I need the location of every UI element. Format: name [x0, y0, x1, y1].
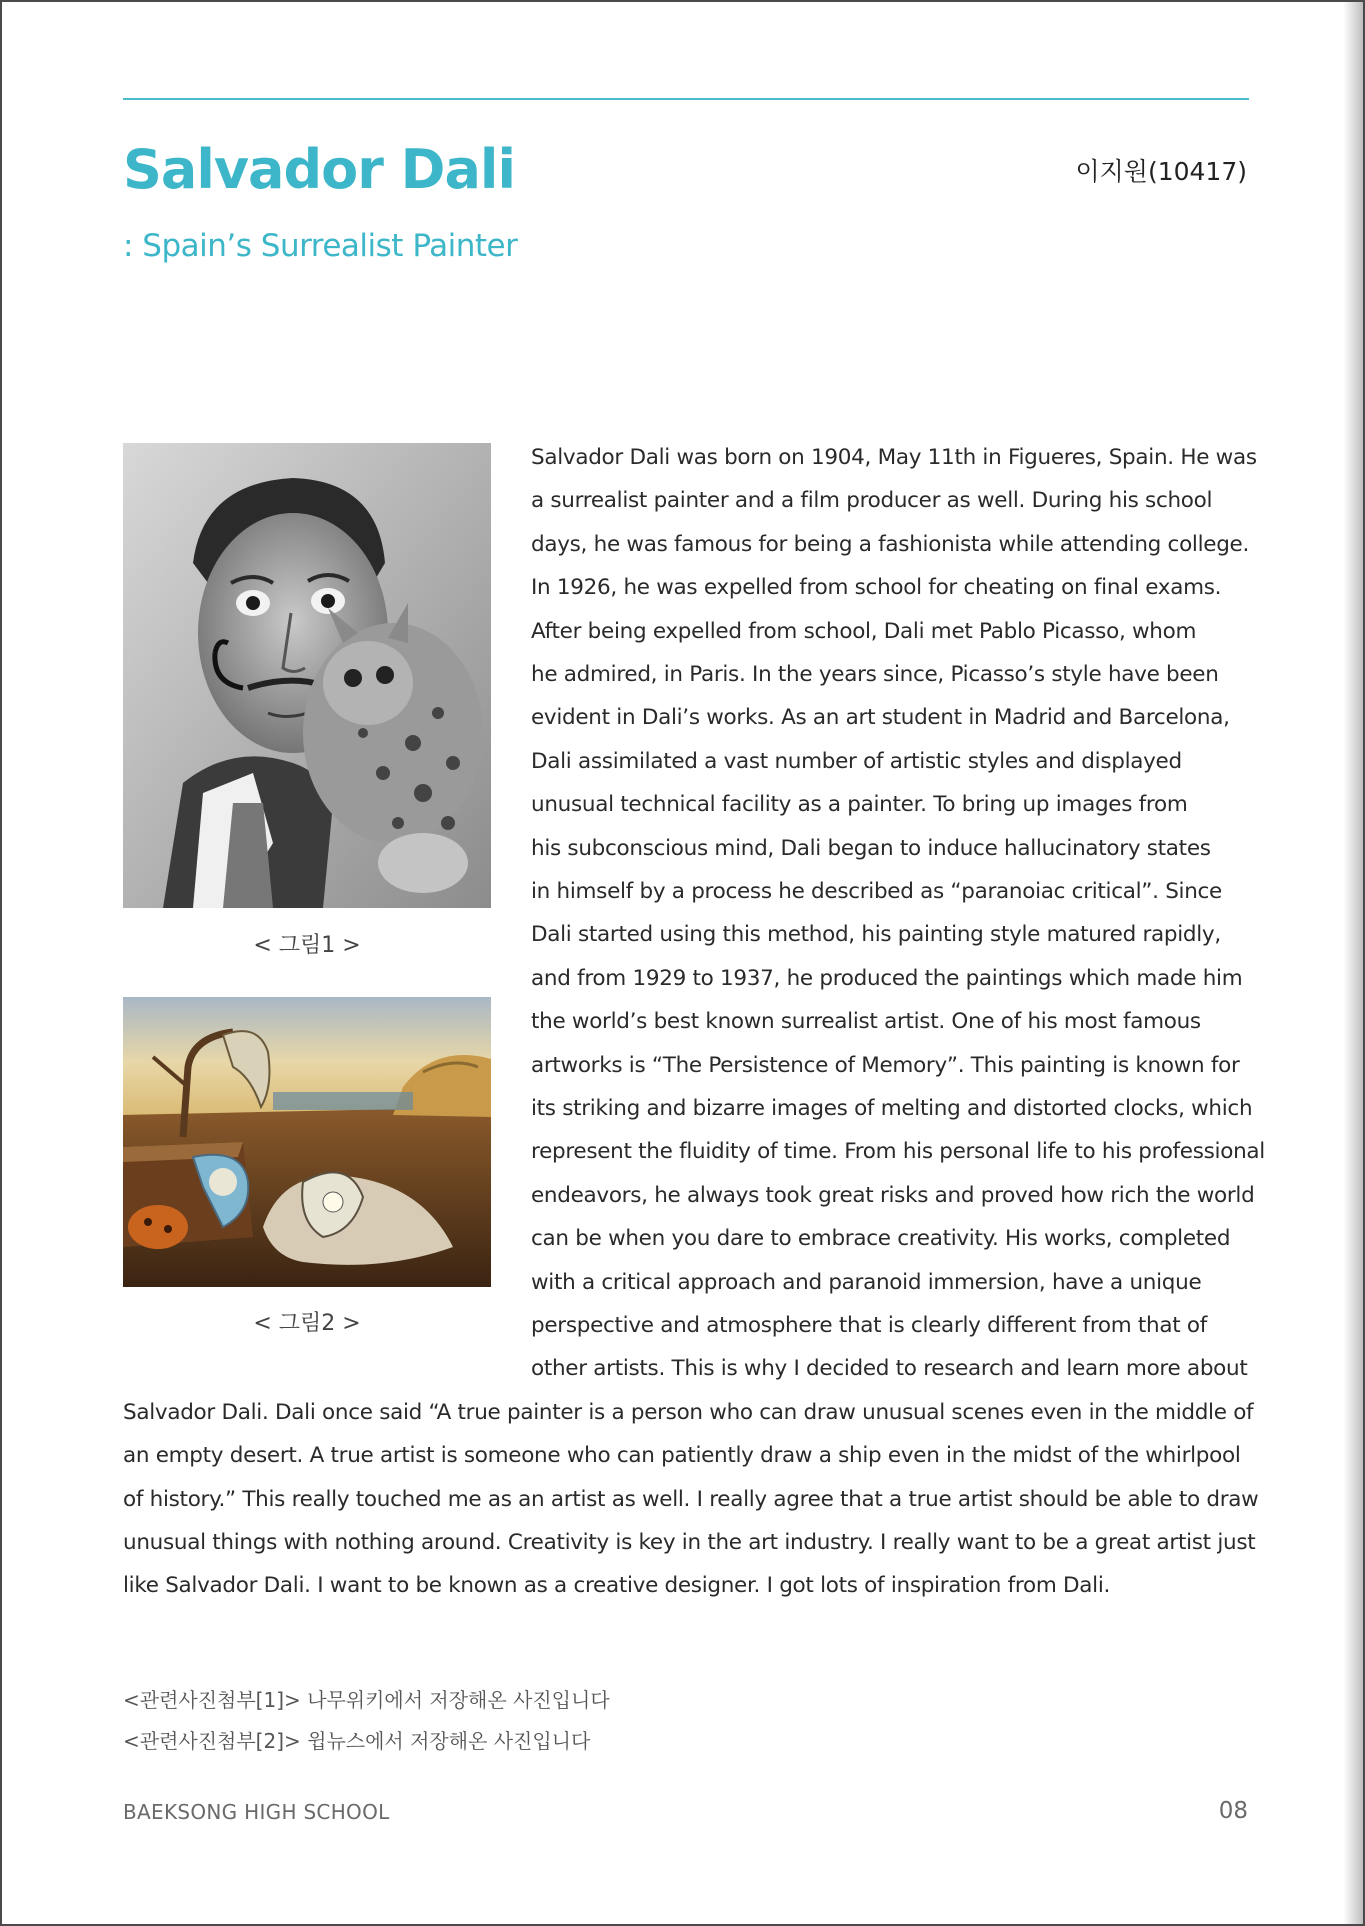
body-line: artworks is “The Persistence of Memory”. This painting is known for [531, 1053, 1240, 1078]
body-line: his subconscious mind, Dali began to induce hallucinatory states [531, 836, 1211, 861]
body-line: with a critical approach and paranoid immersion, have a unique [531, 1270, 1202, 1295]
body-line: the world’s best known surrealist artist. One of his most famous [531, 1009, 1201, 1034]
body-line: its striking and bizarre images of melting and distorted clocks, which [531, 1096, 1253, 1121]
source-note-1: <관련사진첨부[1]> 나무위키에서 저장해온 사진입니다 [123, 1688, 610, 1712]
body-line: represent the fluidity of time. From his personal life to his professional [531, 1139, 1265, 1164]
body-line: endeavors, he always took great risks and proved how rich the world [531, 1183, 1255, 1208]
figure-1-caption: < 그림1 > [253, 933, 361, 958]
body-line: In 1926, he was expelled from school for cheating on final exams. [531, 575, 1222, 600]
body-line: of history.” This really touched me as an artist as well. I really agree that a true artist should be able to draw [123, 1487, 1259, 1512]
header-rule [123, 98, 1249, 100]
body-line: and from 1929 to 1937, he produced the paintings which made him [531, 966, 1243, 991]
photo-source-notes [123, 1680, 610, 1762]
body-line: Salvador Dali was born on 1904, May 11th in Figueres, Spain. He was [531, 445, 1257, 470]
page-edge-shadow [1343, 0, 1365, 1926]
page-subtitle: : Spain’s Surrealist Painter [123, 228, 518, 264]
body-line: like Salvador Dali. I want to be known as a creative designer. I got lots of inspiration from Dali. [123, 1573, 1111, 1598]
body-line: Dali started using this method, his painting style matured rapidly, [531, 922, 1221, 947]
page-title: Salvador Dali [123, 138, 515, 201]
portrait-image [123, 443, 491, 908]
body-line: evident in Dali’s works. As an art student in Madrid and Barcelona, [531, 705, 1230, 730]
persistence-of-memory-image [123, 997, 491, 1287]
dali-portrait-photo [123, 443, 491, 908]
body-line: After being expelled from school, Dali met Pablo Picasso, whom [531, 619, 1197, 644]
body-line: an empty desert. A true artist is someone who can patiently draw a ship even in the midst of the whirlpool [123, 1443, 1241, 1468]
footer-school-name: BAEKSONG HIGH SCHOOL [123, 1800, 390, 1824]
figure-2-caption: < 그림2 > [253, 1311, 361, 1336]
body-line: unusual technical facility as a painter. To bring up images from [531, 792, 1188, 817]
body-line: perspective and atmosphere that is clearly different from that of [531, 1313, 1208, 1338]
body-line: in himself by a process he described as “paranoiac critical”. Since [531, 879, 1222, 904]
body-line: a surrealist painter and a film producer as well. During his school [531, 488, 1213, 513]
body-line: unusual things with nothing around. Creativity is key in the art industry. I really want to be a great artist just [123, 1530, 1256, 1555]
source-note-2: <관련사진첨부[2]> 윕뉴스에서 저장해온 사진입니다 [123, 1729, 591, 1753]
body-line: Dali assimilated a vast number of artistic styles and displayed [531, 749, 1182, 774]
body-line: other artists. This is why I decided to research and learn more about [531, 1356, 1248, 1381]
page-number: 08 [1218, 1798, 1248, 1824]
body-line: Salvador Dali. Dali once said “A true painter is a person who can draw unusual scenes even in the middle of [123, 1400, 1254, 1425]
body-line: can be when you dare to embrace creativity. His works, completed [531, 1226, 1231, 1251]
author-name: 이지원(10417) [1075, 157, 1247, 186]
painting-image [123, 997, 491, 1287]
body-line: he admired, in Paris. In the years since, Picasso’s style have been [531, 662, 1219, 687]
body-line: days, he was famous for being a fashionista while attending college. [531, 532, 1250, 557]
